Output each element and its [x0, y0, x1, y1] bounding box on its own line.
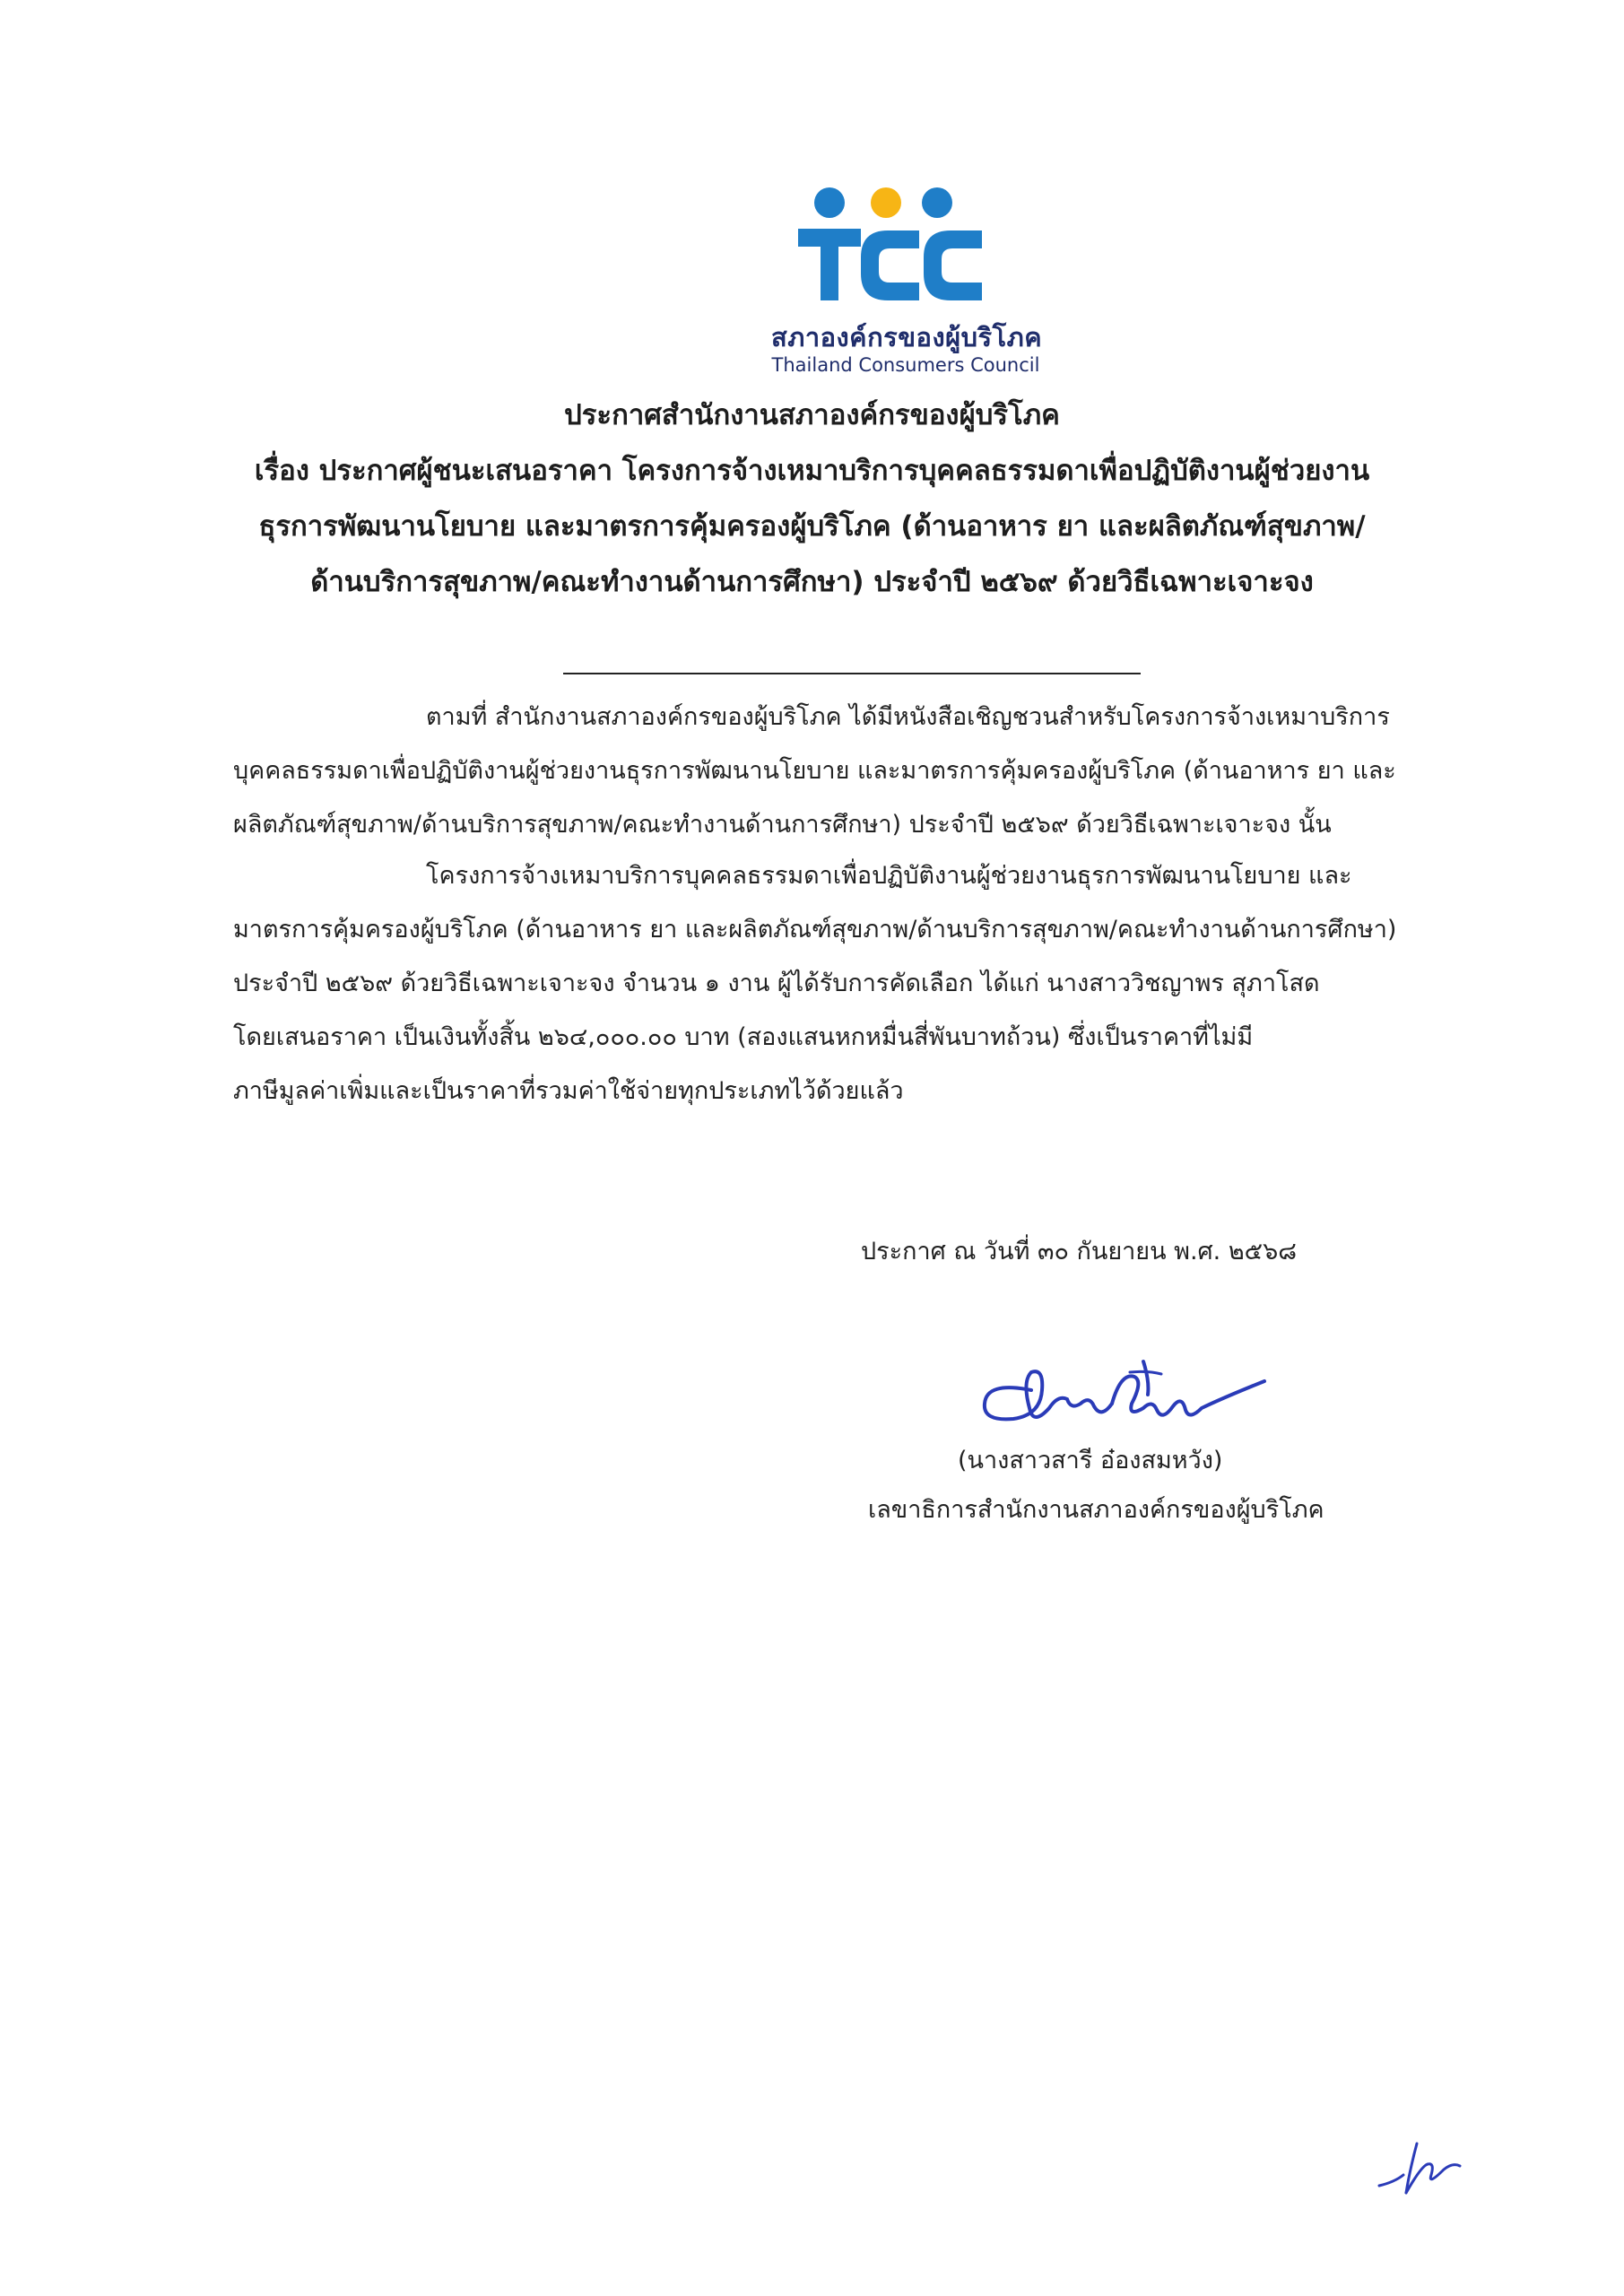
tcc-logo [771, 184, 1043, 377]
heading-line-2: เรื่อง ประกาศผู้ชนะเสนอราคา โครงการจ้างเหมาบริการบุคคลธรรมดาเพื่อปฏิบัติงานผู้ช่วยงาน [254, 455, 1370, 487]
heading-line-4: ด้านบริการสุขภาพ/คณะทำงานด้านการศึกษา) ประจำปี ๒๕๖๙ ด้วยวิธีเฉพาะเจาะจง [310, 566, 1314, 598]
paragraph-line: ภาษีมูลค่าเพิ่มและเป็นราคาที่รวมค่าใช้จ่ายทุกประเภทไว้ด้วยแล้ว [233, 1077, 904, 1105]
paragraph-line: โครงการจ้างเหมาบริการบุคคลธรรมดาเพื่อปฏิบัติงานผู้ช่วยงานธุรการพัฒนานโยบาย และ [426, 862, 1352, 890]
paragraph-line: ตามที่ สำนักงานสภาองค์กรของผู้บริโภค ได้มีหนังสือเชิญชวนสำหรับโครงการจ้างเหมาบริการ [426, 703, 1390, 731]
paragraph-line: มาตรการคุ้มครองผู้บริโภค (ด้านอาหาร ยา และผลิตภัณฑ์สุขภาพ/ด้านบริการสุขภาพ/คณะทำงานด้านการศึกษา) [233, 916, 1397, 944]
body-paragraph-2 [233, 849, 1511, 1118]
heading-line-3: ธุรการพัฒนานโยบาย และมาตรการคุ้มครองผู้บริโภค (ด้านอาหาร ยา และผลิตภัณฑ์สุขภาพ/ [258, 510, 1366, 543]
announcement-heading [135, 387, 1489, 610]
tcc-logo-mark [789, 184, 1022, 318]
paragraph-line: ประจำปี ๒๕๖๙ ด้วยวิธีเฉพาะเจาะจง จำนวน ๑ งาน ผู้ได้รับการคัดเลือก ได้แก่ นางสาววิชญาพร สุภาโสด [233, 970, 1320, 997]
logo-org-name-th: สภาองค์กรของผู้บริโภค [771, 322, 1043, 352]
paragraph-line: บุคคลธรรมดาเพื่อปฏิบัติงานผู้ช่วยงานธุรการพัฒนานโยบาย และมาตรการคุ้มครองผู้บริโภค (ด้านอาหาร ยา และ [233, 757, 1396, 785]
body-paragraph-1 [233, 691, 1511, 852]
handwritten-initials [1372, 2130, 1480, 2202]
paragraph-line: โดยเสนอราคา เป็นเงินทั้งสิ้น ๒๖๔,๐๐๐.๐๐ บาท (สองแสนหกหมื่นสี่พันบาทถ้วน) ซึ่งเป็นราคาที่ไม่มี [233, 1023, 1254, 1051]
heading-divider [563, 673, 1141, 674]
signatory-title: เลขาธิการสำนักงานสภาองค์กรของผู้บริโภค [868, 1496, 1324, 1524]
logo-org-name-en: Thailand Consumers Council [771, 354, 1040, 376]
heading-line-1: ประกาศสำนักงานสภาองค์กรของผู้บริโภค [564, 399, 1060, 431]
paragraph-line: ผลิตภัณฑ์สุขภาพ/ด้านบริการสุขภาพ/คณะทำงานด้านการศึกษา) ประจำปี ๒๕๖๙ ด้วยวิธีเฉพาะเจาะจง นั้น [233, 811, 1332, 839]
signatory-name: (นางสาวสารี อ๋องสมหวัง) [958, 1447, 1223, 1474]
announcement-date: ประกาศ ณ วันที่ ๓๐ กันยายน พ.ศ. ๒๕๖๘ [861, 1238, 1298, 1265]
